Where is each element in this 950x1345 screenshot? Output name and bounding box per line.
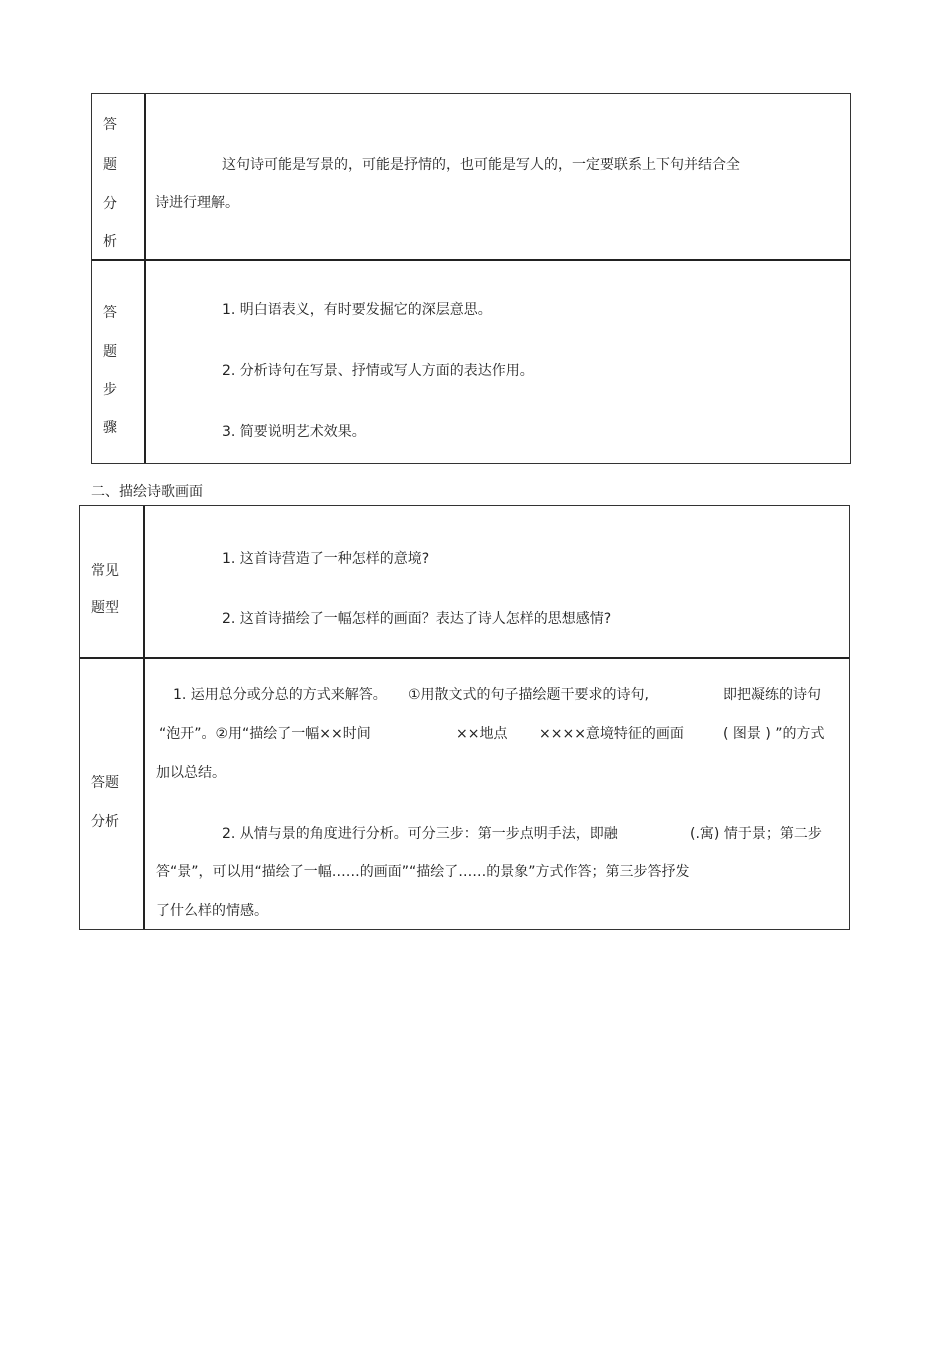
analysis-text-segment: ××××意境特征的画面: [539, 726, 684, 742]
analysis-text-line: 诗进行理解。: [155, 195, 239, 211]
column-divider: [143, 506, 145, 929]
row-label-char: 骤: [103, 420, 117, 436]
analysis-steps-table: [91, 93, 851, 464]
row-divider: [80, 657, 849, 659]
step-item: 3. 简要说明艺术效果。: [222, 424, 366, 440]
row-label-char: 步: [103, 382, 117, 398]
row-label-char: 题: [103, 157, 117, 173]
question-type-item: 2. 这首诗描绘了一幅怎样的画面？表达了诗人怎样的思想感情?: [222, 611, 612, 627]
describe-poem-table: [79, 505, 850, 930]
row-label: 题型: [91, 600, 119, 616]
analysis-text-segment: ①用散文式的句子描绘题干要求的诗句,: [408, 687, 649, 703]
row-label-char: 答: [103, 305, 117, 321]
analysis-text-segment: 加以总结。: [156, 765, 226, 781]
analysis-text-segment: ( 图景 ) ”的方式: [723, 726, 825, 742]
row-label-char: 答: [103, 117, 117, 133]
analysis-text-segment: 了什么样的情感。: [156, 903, 268, 919]
step-item: 2. 分析诗句在写景、抒情或写人方面的表达作用。: [222, 363, 534, 379]
column-divider: [144, 94, 146, 463]
analysis-text-segment: 2. 从情与景的角度进行分析。可分三步：第一步点明手法，即融: [222, 826, 618, 842]
row-label: 分析: [91, 814, 119, 830]
row-label-char: 析: [103, 234, 117, 250]
section-heading: 二、描绘诗歌画面: [91, 484, 203, 500]
analysis-text-segment: 即把凝练的诗句: [723, 687, 821, 703]
question-type-item: 1. 这首诗营造了一种怎样的意境?: [222, 551, 430, 567]
analysis-text-segment: ××地点: [456, 726, 508, 742]
analysis-text-segment: (.寓) 情于景；第二步: [690, 826, 822, 842]
row-label: 答题: [91, 775, 119, 791]
analysis-text-line: 这句诗可能是写景的，可能是抒情的，也可能是写人的，一定要联系上下句并结合全: [222, 157, 740, 173]
step-item: 1. 明白语表义，有时要发掘它的深层意思。: [222, 302, 492, 318]
row-label: 常见: [91, 563, 119, 579]
analysis-text-segment: “泡开”。②用“描绘了一幅××时间: [159, 726, 371, 742]
row-divider: [92, 259, 850, 261]
row-label-char: 分: [103, 196, 117, 212]
analysis-text-segment: 答“景”，可以用“描绘了一幅……的画面”“描绘了……的景象”方式作答；第三步答抒发: [156, 864, 690, 880]
analysis-text-segment: 1. 运用总分或分总的方式来解答。: [173, 687, 387, 703]
row-label-char: 题: [103, 344, 117, 360]
